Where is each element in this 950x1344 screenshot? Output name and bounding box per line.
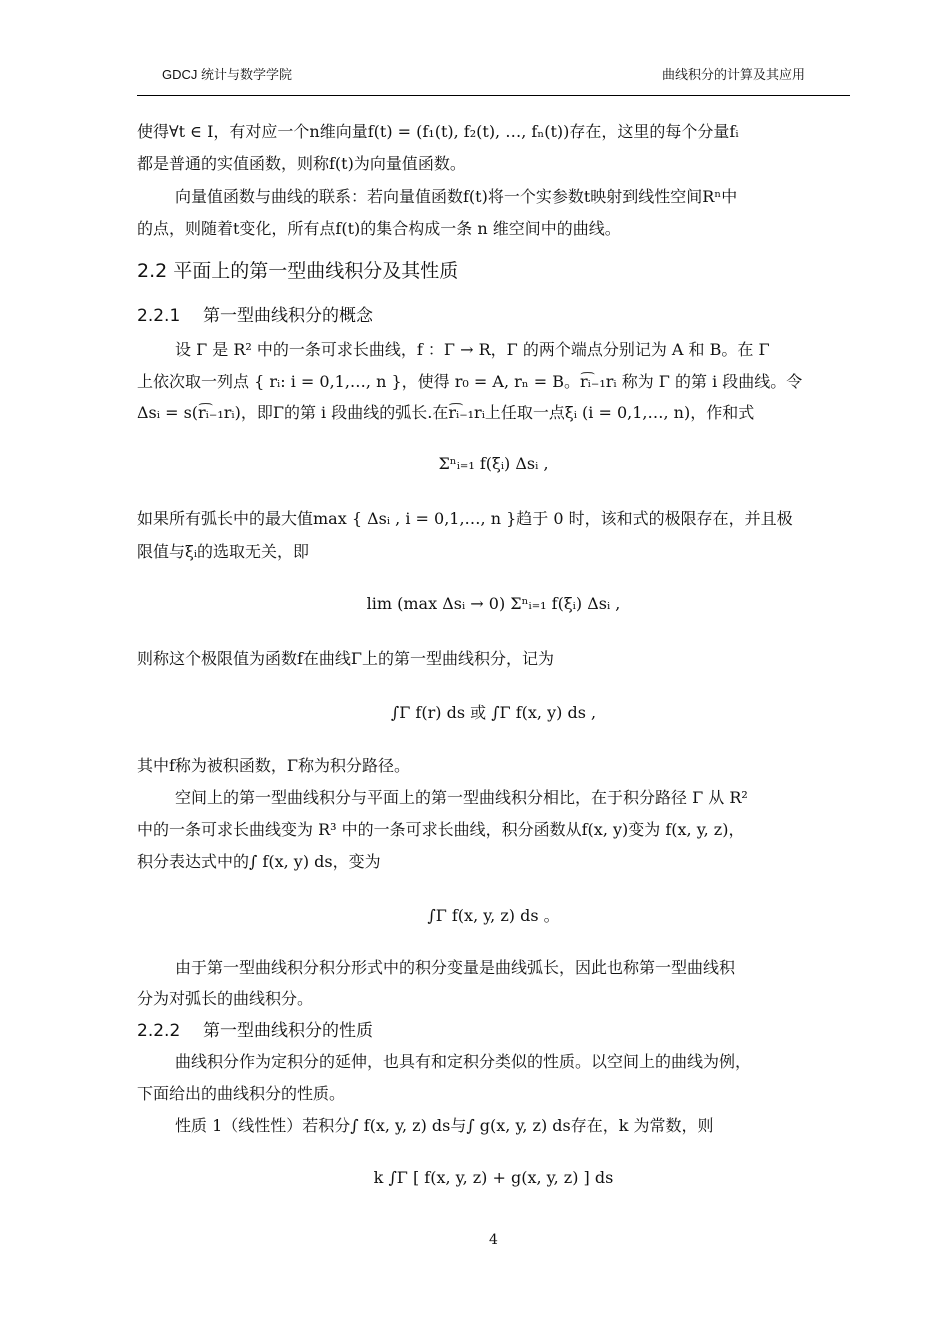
para2-line2: 的点，则随着t变化，所有点f(t)的集合构成一条 n 维空间中的曲线。 bbox=[137, 219, 621, 238]
equation-linearity: k ∫Γ [ f(x, y, z) + g(x, y, z) ] ds bbox=[373, 1168, 614, 1187]
running-header-right: 曲线积分的计算及其应用 bbox=[661, 67, 805, 82]
para7-line2: 中的一条可求长曲线变为 R³ 中的一条可求长曲线，积分函数从f(x, y)变为 f(x, y, z)， bbox=[137, 820, 745, 839]
para4-line2: 限值与ξᵢ的选取无关，即 bbox=[137, 542, 310, 561]
subsection-title-1: 第一型曲线积分的概念 bbox=[203, 306, 373, 326]
para2-line1: 向量值函数与曲线的联系：若向量值函数f(t)将一个实参数t映射到线性空间Rⁿ中 bbox=[175, 187, 738, 206]
header-rule bbox=[137, 95, 850, 96]
para7-line3: 积分表达式中的∫ f(x, y) ds，变为 bbox=[137, 852, 381, 871]
para1-line1: 使得∀t ∈ I，有对应一个n维向量f(t) = (f₁(t), f₂(t), …, fₙ(t))存在，这里的每个分量fᵢ bbox=[137, 122, 739, 141]
para3-line3: Δsᵢ = s(r͡ᵢ₋₁rᵢ)，即Γ的第 i 段曲线的弧长.在r͡ᵢ₋₁rᵢ上任取一点ξᵢ (i = 0,1,…, n)，作和式 bbox=[137, 403, 755, 422]
equation-sum: Σⁿᵢ₌₁ f(ξᵢ) Δsᵢ , bbox=[438, 454, 549, 473]
para4-line1: 如果所有弧长中的最大值max { Δsᵢ , i = 0,1,…, n }趋于 0 时，该和式的极限存在，并且极 bbox=[137, 509, 793, 528]
subsection-heading-2 bbox=[137, 1019, 373, 1043]
para9-line2: 下面给出的曲线积分的性质。 bbox=[137, 1084, 346, 1103]
subsection-title-2: 第一型曲线积分的性质 bbox=[203, 1021, 373, 1041]
para8-line2: 分为对弧长的曲线积分。 bbox=[137, 989, 314, 1008]
subsection-number-1: 2.2.1 bbox=[137, 306, 181, 326]
para10: 性质 1（线性性）若积分∫ f(x, y, z) ds与∫ g(x, y, z) ds存在，k 为常数，则 bbox=[175, 1116, 714, 1135]
para7-line1: 空间上的第一型曲线积分与平面上的第一型曲线积分相比，在于积分路径 Γ 从 R² bbox=[175, 788, 748, 807]
para8-line1: 由于第一型曲线积分积分形式中的积分变量是曲线弧长，因此也称第一型曲线积 bbox=[175, 958, 736, 977]
para3-line2: 上依次取一列点 { rᵢ: i = 0,1,…, n }，使得 r₀ = A, rₙ = B。r͡ᵢ₋₁rᵢ 称为 Γ 的第 i 段曲线。令 bbox=[137, 372, 803, 391]
subsection-number-2: 2.2.2 bbox=[137, 1021, 181, 1041]
para5: 则称这个极限值为函数f在曲线Γ上的第一型曲线积分，记为 bbox=[137, 649, 555, 668]
section-heading: 2.2 平面上的第一型曲线积分及其性质 bbox=[137, 260, 459, 282]
running-header-left: GDCJ 统计与数学学院 bbox=[162, 67, 293, 82]
para1-line2: 都是普通的实值函数，则称f(t)为向量值函数。 bbox=[137, 154, 466, 173]
para6: 其中f称为被积函数，Γ称为积分路径。 bbox=[137, 756, 411, 775]
equation-integral-notation: ∫Γ f(r) ds 或 ∫Γ f(x, y) ds , bbox=[390, 703, 597, 722]
para9-line1: 曲线积分作为定积分的延伸，也具有和定积分类似的性质。以空间上的曲线为例， bbox=[175, 1052, 752, 1071]
subsection-heading-1 bbox=[137, 304, 373, 328]
equation-limit: lim (max Δsᵢ → 0) Σⁿᵢ₌₁ f(ξᵢ) Δsᵢ , bbox=[366, 594, 621, 613]
equation-space-integral: ∫Γ f(x, y, z) ds 。 bbox=[427, 906, 560, 925]
para3-line1: 设 Γ 是 R² 中的一条可求长曲线，f ：Γ → R，Γ 的两个端点分别记为 A 和 B。在 Γ bbox=[175, 340, 770, 359]
page-number: 4 bbox=[489, 1232, 498, 1248]
